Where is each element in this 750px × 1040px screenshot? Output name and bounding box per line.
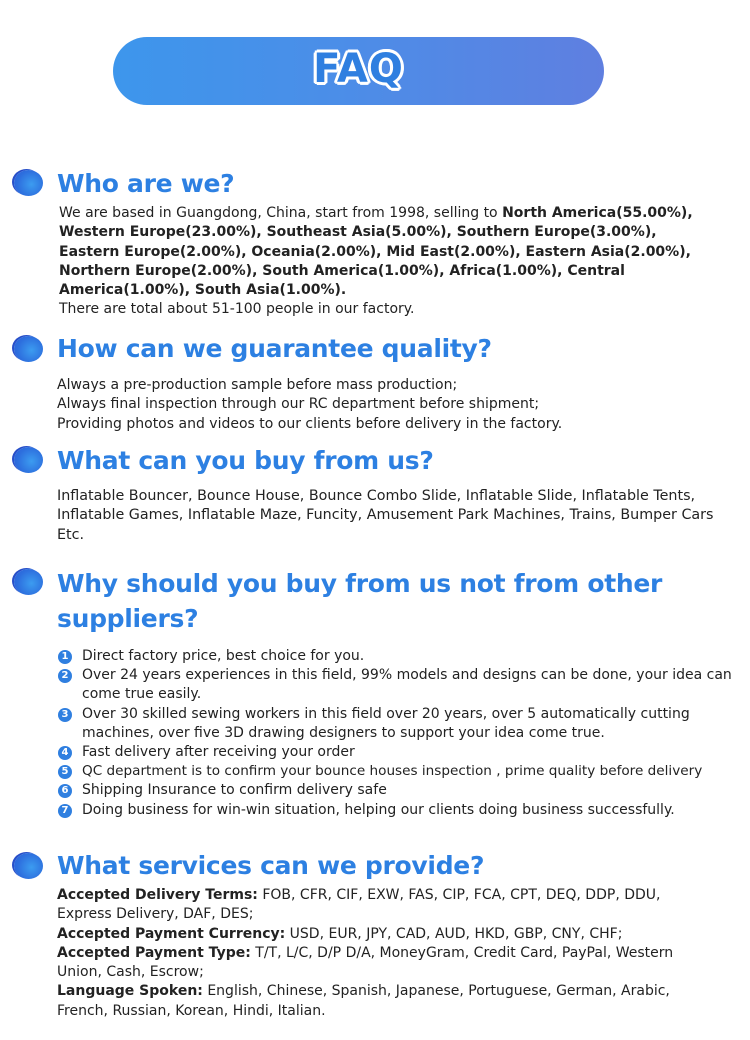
reason-text: QC department is to confirm your bounce houses inspection , prime quality before delivery — [82, 763, 703, 780]
bullet-dot-icon — [14, 170, 43, 196]
list-item — [58, 801, 748, 820]
list-item — [58, 762, 748, 781]
number-badge-icon: 4 — [58, 746, 72, 760]
number-badge-icon: 2 — [58, 669, 72, 683]
list-item — [58, 647, 748, 666]
who-paragraph — [59, 204, 699, 320]
service-value: English, Chinese, Spanish, Japanese, Portuguese, German, Arabic, French, Russian, Korean, Hindi, Italian. — [57, 983, 670, 1019]
service-value: USD, EUR, JPY, CAD, AUD, HKD, GBP, CNY, CHF; — [285, 925, 623, 942]
service-value: FOB, CFR, CIF, EXW, FAS, CIP, FCA, CPT, DEQ, DDP, DDU, Express Delivery, DAF, DES; — [57, 887, 661, 923]
service-value: T/T, L/C, D/P D/A, MoneyGram, Credit Card, PayPal, Western Union, Cash, Escrow; — [57, 944, 674, 981]
reason-text: Over 30 skilled sewing workers in this field over 20 years, over 5 automatically cutting machines, over five 3D drawing designers to support your idea come true. — [82, 705, 690, 741]
service-label: Language Spoken: — [57, 983, 203, 1000]
bullet-dot-icon — [14, 447, 43, 473]
number-badge-icon: 6 — [58, 784, 72, 798]
reason-text: Doing business for win-win situation, helping our clients doing business successfully. — [82, 801, 675, 818]
service-label: Accepted Payment Type: — [57, 944, 251, 961]
banner-title: FAQ — [313, 46, 404, 92]
bullet-dot-icon — [14, 853, 43, 879]
number-badge-icon: 3 — [58, 708, 72, 722]
services-paragraph — [57, 886, 717, 1021]
bullet-dot-icon — [14, 569, 43, 595]
heading-who-are-we: Who are we? — [57, 169, 235, 198]
quality-line: Always final inspection through our RC department before shipment; — [57, 396, 540, 413]
quality-paragraph — [57, 376, 737, 434]
reason-text: Direct factory price, best choice for you. — [82, 648, 365, 664]
faq-banner — [113, 37, 604, 105]
buy-paragraph: Inflatable Bouncer, Bounce House, Bounce Combo Slide, Inflatable Slide, Inflatable Tents, Inflatable Games, Inflatable Maze, Funcity, Amusement Park Machines, Trains, Bumper Cars Etc. — [57, 488, 714, 543]
service-label: Accepted Payment Currency: — [57, 925, 286, 942]
reason-text: Fast delivery after receiving your order — [82, 744, 355, 761]
bullet-dot-icon — [14, 336, 43, 362]
reason-text: Over 24 years experiences in this field, 99% models and designs can be done, your idea can come true easily. — [82, 667, 732, 703]
who-intro: We are based in Guangdong, China, start from 1998, selling to — [59, 205, 503, 221]
heading-quality: How can we guarantee quality? — [57, 334, 492, 363]
heading-services: What services can we provide? — [57, 851, 485, 880]
number-badge-icon: 5 — [58, 765, 72, 779]
who-staff: There are total about 51-100 people in our factory. — [59, 301, 415, 318]
list-item — [58, 705, 748, 743]
list-item — [58, 781, 748, 800]
who-markets: North America(55.00%), Western Europe(23.00%), Southeast Asia(5.00%), Southern Europe(3.00%), Eastern Europe(2.00%), Oceania(2.00%), Mid East(2.00%), Eastern Asia(2.00%), Northern Europe(2.00%), South America(1.00%), Africa(1.00%), Central America(1.00%), South Asia(1.00%). — [59, 205, 693, 299]
list-item — [58, 666, 748, 704]
heading-why: Why should you buy from us not from other suppliers? — [57, 569, 663, 633]
heading-buy: What can you buy from us? — [57, 446, 434, 475]
list-item — [58, 743, 748, 762]
number-badge-icon: 7 — [58, 804, 72, 818]
quality-line: Providing photos and videos to our clients before delivery in the factory. — [57, 415, 563, 432]
reasons-list — [58, 647, 748, 820]
reason-text: Shipping Insurance to confirm delivery safe — [82, 782, 387, 799]
service-label: Accepted Delivery Terms: — [57, 887, 258, 903]
number-badge-icon: 1 — [58, 650, 72, 664]
quality-line: Always a pre-production sample before mass production; — [57, 377, 458, 393]
